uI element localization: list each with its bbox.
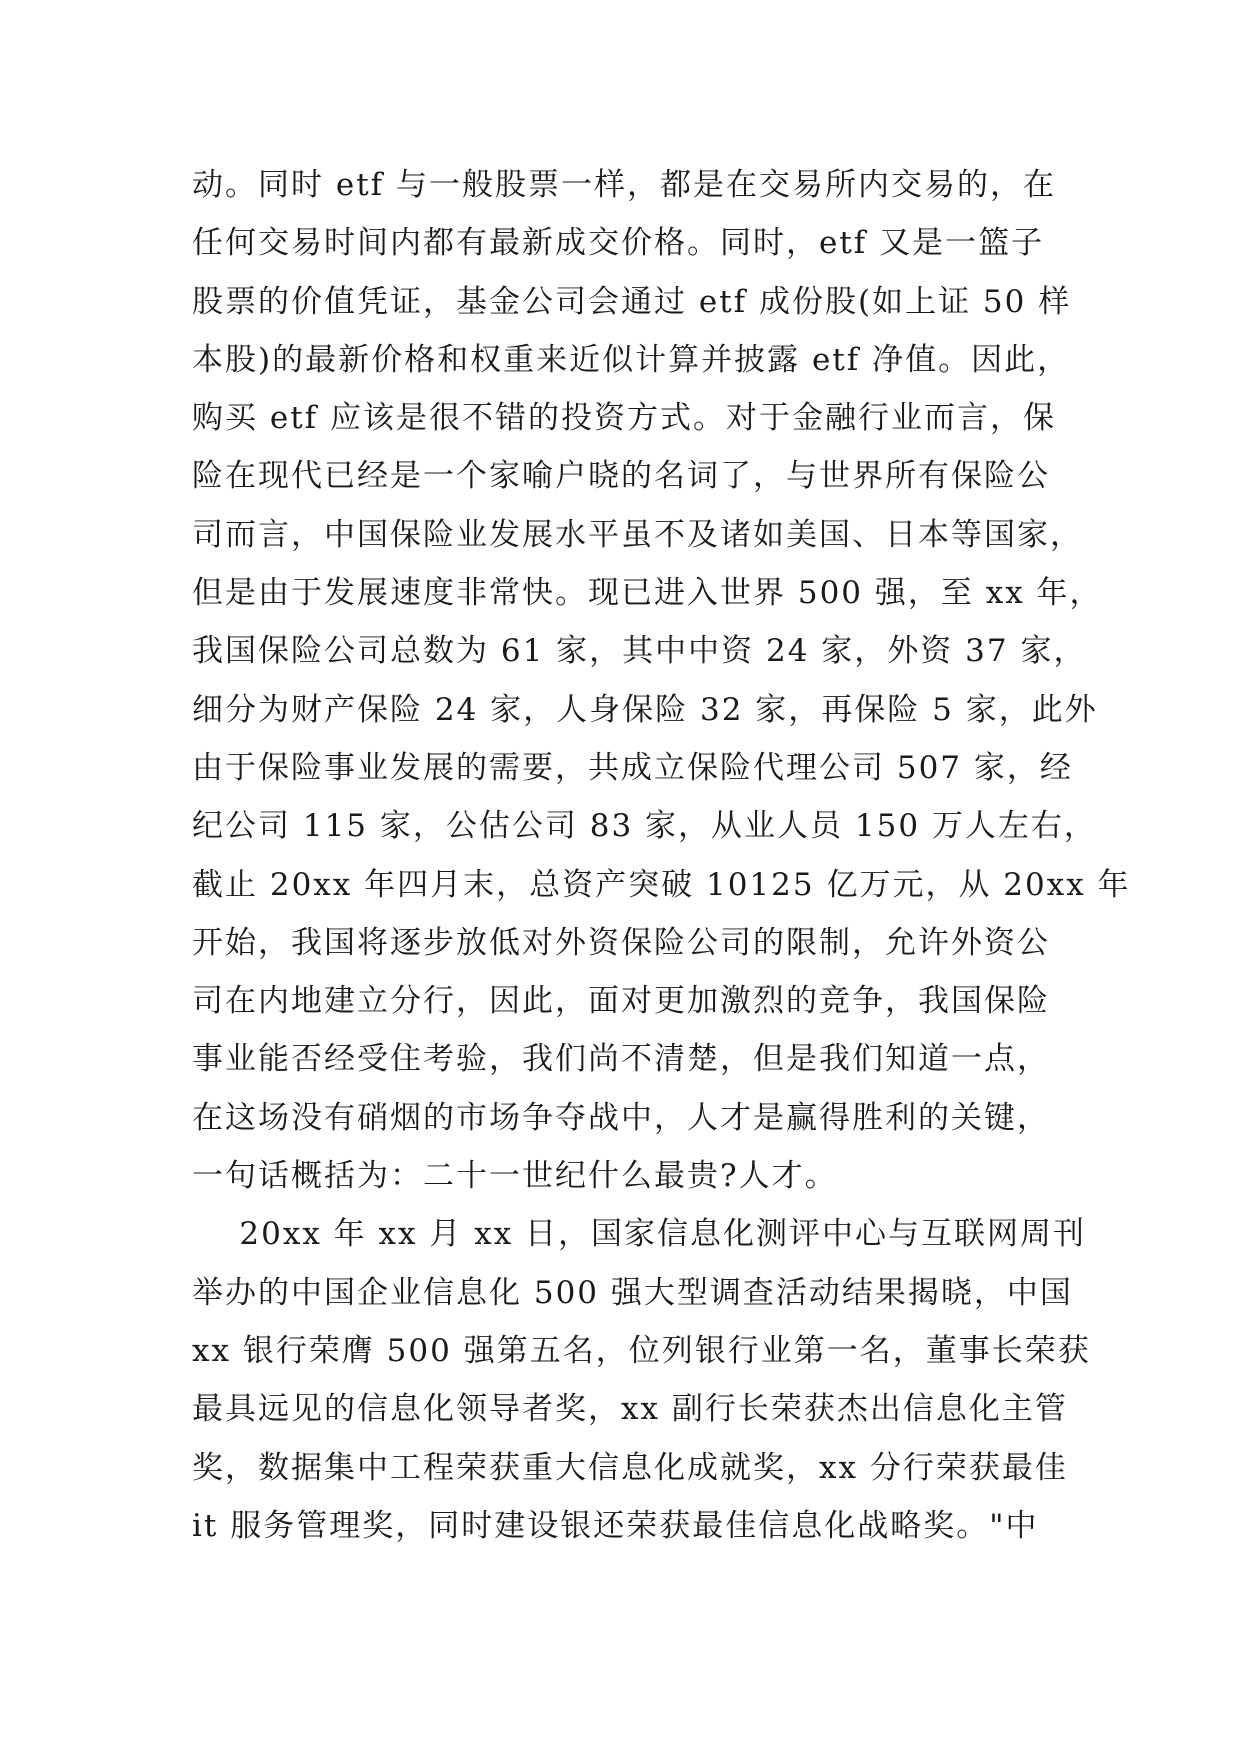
text-line: 20xx 年 xx 月 xx 日，国家信息化测评中心与互联网周刊 — [192, 1216, 1087, 1253]
text-line: 股票的价值凭证，基金公司会通过 etf 成份股(如上证 50 样 — [192, 283, 1072, 320]
text-line: 细分为财产保险 24 家，人身保险 32 家，再保险 5 家，此外 — [192, 691, 1098, 728]
text-line: 险在现代已经是一个家喻户晓的名词了，与世界所有保险公 — [192, 458, 1050, 495]
text-line: 动。同时 etf 与一般股票一样，都是在交易所内交易的，在 — [192, 167, 1056, 203]
text-line: 事业能否经受住考验，我们尚不清楚，但是我们知道一点， — [192, 1041, 1050, 1078]
text-line: xx 银行荣膺 500 强第五名，位列银行业第一名，董事长荣获 — [192, 1332, 1091, 1369]
text-line: 截止 20xx 年四月末，总资产突破 10125 亿万元，从 20xx 年 — [192, 866, 1131, 903]
text-line: 任何交易时间内都有最新成交价格。同时，etf 又是一篮子 — [192, 225, 1045, 262]
text-line: 最具远见的信息化领导者奖，xx 副行长荣获杰出信息化主管 — [192, 1391, 1068, 1428]
text-line: 本股)的最新价格和权重来近似计算并披露 etf 净值。因此， — [192, 341, 1071, 378]
text-line: 由于保险事业发展的需要，共成立保险代理公司 507 家，经 — [192, 749, 1073, 786]
paragraph-2 — [192, 1205, 1091, 1555]
paragraph-1 — [192, 156, 1131, 1205]
text-line: 但是由于发展速度非常快。现已进入世界 500 强，至 xx 年， — [192, 575, 1103, 612]
text-line: 司在内地建立分行，因此，面对更加激烈的竞争，我国保险 — [192, 983, 1050, 1020]
text-line: 奖，数据集中工程荣获重大信息化成就奖，xx 分行荣获最佳 — [192, 1449, 1068, 1486]
text-line: 我国保险公司总数为 61 家，其中中资 24 家，外资 37 家， — [192, 633, 1087, 670]
document-body — [192, 156, 1131, 1555]
text-line: 纪公司 115 家，公估公司 83 家，从业人员 150 万人左右， — [192, 808, 1097, 845]
text-line: 司而言，中国保险业发展水平虽不及诸如美国、日本等国家， — [192, 516, 1083, 553]
text-line: 购买 etf 应该是很不错的投资方式。对于金融行业而言，保 — [192, 400, 1056, 437]
text-line: 开始，我国将逐步放低对外资保险公司的限制，允许外资公 — [192, 924, 1050, 961]
text-line: 一句话概括为：二十一世纪什么最贵?人才。 — [192, 1158, 838, 1195]
text-line: 举办的中国企业信息化 500 强大型调查活动结果揭晓，中国 — [192, 1274, 1073, 1311]
text-line: it 服务管理奖，同时建设银还荣获最佳信息化战略奖。"中 — [192, 1507, 1039, 1544]
text-line: 在这场没有硝烟的市场争夺战中，人才是赢得胜利的关键， — [192, 1099, 1050, 1136]
